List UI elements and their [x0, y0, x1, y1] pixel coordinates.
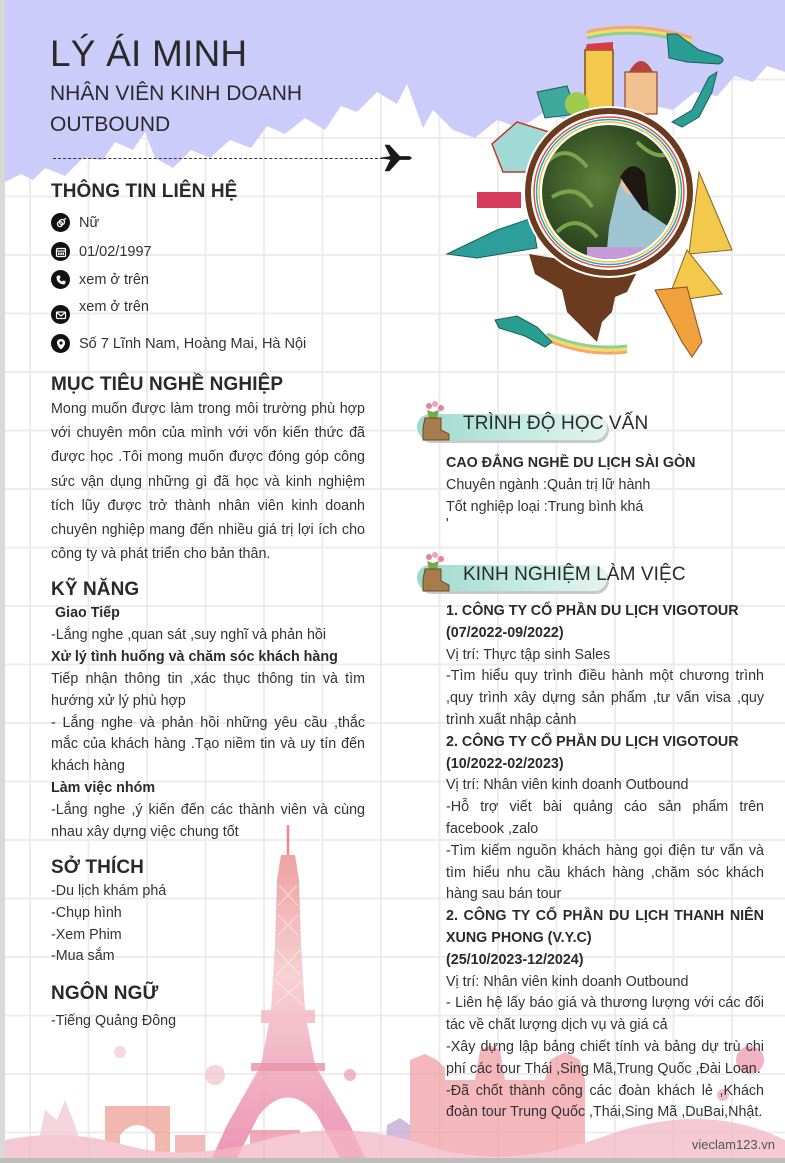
job-duty: -Đã chốt thành công các đoàn khách lẻ ,Khách đoàn tour Trung Quốc ,Thái,Sing Mã ,DuBai,Nhật. [446, 1082, 764, 1121]
skills-list [51, 603, 365, 844]
job-duty: -Xây dựng lập bảng chiết tính và bảng dự trù chi phí các tour Thái ,Sing Mã,Trung Quốc ,Đài Loan. [446, 1038, 764, 1077]
skills-section-title: KỸ NĂNG [51, 579, 140, 600]
job-period: (07/2022-09/2022) [446, 624, 564, 641]
travel-landmarks-illustration [437, 22, 749, 367]
job-position: Vị trí: Thực tập sinh Sales [446, 646, 611, 663]
job-title: NHÂN VIÊN KINH DOANH OUTBOUND [50, 82, 303, 136]
birthday-value: 01/02/1997 [79, 243, 152, 260]
cv-page [5, 0, 785, 1158]
contact-email [51, 299, 149, 324]
job-period: (25/10/2023-12/2024) [446, 951, 584, 968]
hobby-item: -Chụp hình [51, 904, 122, 921]
skill-group-name: Xử lý tình huống và chăm sóc khách hàng [51, 648, 338, 665]
email-icon [51, 305, 70, 324]
job-duty: -Tìm hiểu quy trình điều hành một chương trình ,quy trình xây dựng sản phẩm ,tư vấn visa ,quy trình xuất nhập cảnh [446, 668, 764, 728]
hobby-item: -Mua sắm [51, 948, 115, 965]
skill-group-name: Làm việc nhóm [51, 780, 156, 797]
skill-line: -Lắng nghe ,ý kiến đến các thành viên và cùng nhau xây dựng việc chung tốt [51, 802, 365, 841]
phone-icon [51, 270, 70, 289]
hobby-item: -Xem Phim [51, 926, 122, 943]
dashed-flight-line [53, 158, 383, 159]
company-name: 2. CÔNG TY CỔ PHẦN DU LỊCH VIGOTOUR [446, 733, 739, 750]
languages-section-title: NGÔN NGỮ [51, 983, 159, 1004]
school-name: CAO ĐẲNG NGHỀ DU LỊCH SÀI GÒN [446, 455, 696, 471]
job-period: (10/2022-02/2023) [446, 755, 564, 772]
contact-address [51, 334, 306, 353]
education-extra: ' [446, 516, 449, 533]
graduation-grade: Tốt nghiệp loại :Trung bình khá [446, 498, 644, 515]
candidate-name: LÝ ÁI MINH [50, 33, 248, 74]
contact-birthday [51, 242, 152, 261]
page-bottom-edge [0, 1158, 785, 1163]
skill-line: -Lắng nghe ,quan sát ,suy nghĩ và phản hồi [51, 626, 327, 643]
job-entry [446, 601, 764, 732]
airplane-icon [377, 142, 415, 174]
job-duty: - Liên hệ lấy báo giá và thương lượng với các đối tác về chất lượng dịch vụ và giá cả [446, 995, 764, 1034]
skill-group-name: Giao Tiếp [51, 605, 120, 621]
company-name: 1. CÔNG TY CỔ PHẦN DU LỊCH VIGOTOUR [446, 603, 739, 619]
email-value: xem ở trên [79, 299, 149, 315]
company-name: 2. CÔNG TY CỔ PHẦN DU LỊCH THANH NIÊN XUNG PHONG (V.Y.C) [446, 908, 764, 946]
address-value: Số 7 Lĩnh Nam, Hoàng Mai, Hà Nội [79, 335, 307, 352]
flower-boot-icon [419, 400, 453, 442]
objective-text: Mong muốn được làm trong môi trường phù hợp với chuyên môn của mình với vốn kiến thức đã được học .Tôi mong muốn được đóng góp công sức vận dụng những gì đã học và kinh nghiệm tích lũy được trở thành nhân viên kinh doanh chuyên nghiệp mang đến nhiều giá trị lợi ích cho công ty và phát triển cho bản thân. [51, 401, 365, 563]
hobby-item: -Du lịch khám phá [51, 883, 167, 899]
job-entry [446, 906, 764, 1124]
job-duty: -Tìm kiếm nguồn khách hàng gọi điện tư vấn và tìm hiểu nhu cầu khách hàng ,chăm sóc khách hàng sau bán tour [446, 842, 764, 903]
gender-icon [51, 213, 70, 232]
experience-section-title: KINH NGHIỆM LÀM VIỆC [463, 564, 686, 585]
gender-value: Nữ [79, 214, 100, 231]
location-pin-icon [51, 334, 70, 353]
education-section-header [417, 410, 649, 442]
language-item: -Tiếng Quảng Đông [51, 1013, 177, 1029]
hobbies-list [51, 881, 365, 968]
job-duty: -Hỗ trợ viết bài quảng cáo sản phẩm trên facebook ,zalo [446, 799, 764, 837]
experience-section-header [417, 561, 686, 593]
contact-gender [51, 213, 99, 232]
experience-list [446, 601, 764, 1124]
job-position: Vị trí: Nhân viên kinh doanh Outbound [446, 777, 689, 794]
hobbies-section-title: SỞ THÍCH [51, 857, 145, 878]
site-watermark: vieclam123.vn [691, 1137, 775, 1152]
objective-section-title: MỤC TIÊU NGHỀ NGHIỆP [51, 374, 284, 395]
calendar-icon [51, 242, 70, 261]
major: Chuyên ngành :Quản trị lữ hành [446, 476, 651, 493]
job-position: Vị trí: Nhân viên kinh doanh Outbound [446, 973, 689, 990]
flower-boot-icon [419, 551, 453, 593]
contact-phone [51, 270, 149, 289]
education-details [446, 453, 764, 533]
job-entry [446, 732, 764, 906]
skill-line: Tiếp nhận thông tin ,xác thục thông tin và tìm hướng xử lý phù hợp [51, 670, 365, 709]
skill-line: - Lắng nghe và phản hồi những yêu cầu ,thắc mắc của khách hàng .Tạo niềm tin và uy tín đến khách hàng [51, 714, 365, 775]
contact-section-title: THÔNG TIN LIÊN HỆ [51, 181, 238, 202]
phone-value: xem ở trên [79, 271, 149, 288]
languages-list [51, 1009, 365, 1033]
education-section-title: TRÌNH ĐỘ HỌC VẤN [463, 413, 649, 434]
